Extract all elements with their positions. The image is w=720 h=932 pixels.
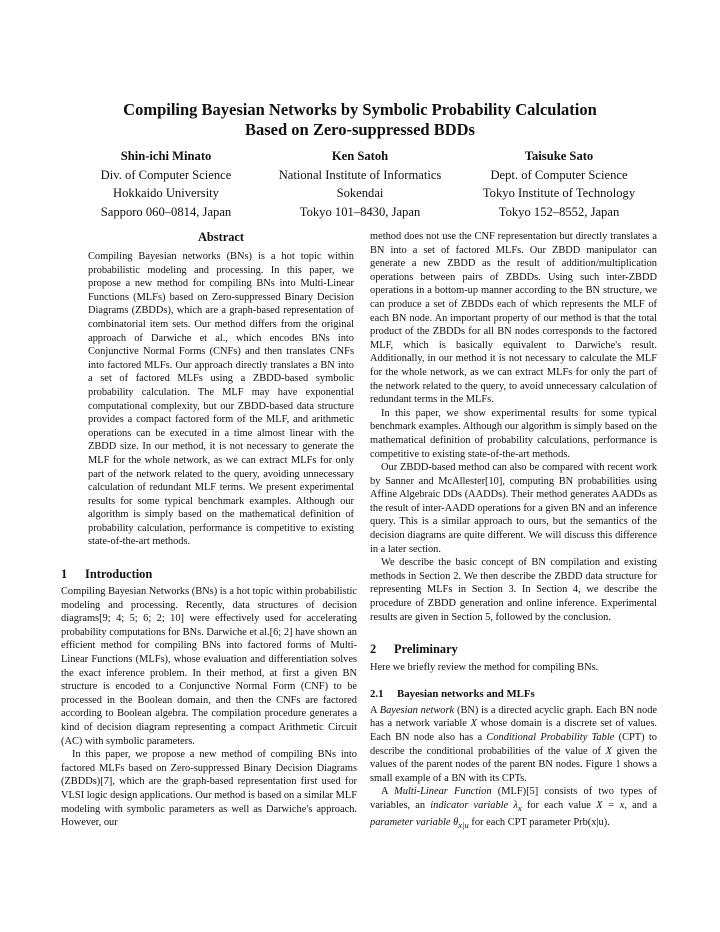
subsection-heading-bayesian-networks: 2.1 Bayesian networks and MLFs <box>370 687 535 700</box>
right-column <box>370 230 657 832</box>
author-1 <box>66 147 266 221</box>
left-column <box>61 230 357 830</box>
paragraph: Here we briefly review the method for compiling BNs. <box>370 662 599 674</box>
paragraph: method does not use the CNF representation but directly translates a BN into a set of factored MLFs. Our ZBDD manipulator can generate a new ZBDD as the result of addition/multiplication operations between pairs of ZBDDs. Using such inter-ZBDD operations in a bottom-up manner according to the BN structure, we can produce a set of ZBDDs each of which represents the MLF of each BN node. An important property of our method is that the total product of the ZBDDs for all BN nodes corresponds to the factored MLF, which is basically equivalent to Darwiche's result. Additionally, in our method it is not necessary to calculate the MLF for the whole network, as we can extract MLFs for only the part of the network related to the query, to avoid unnecessary calculation of redundant terms in the MLFs. <box>370 231 657 406</box>
paragraph: We describe the basic concept of BN compilation and existing methods in Section 2. We then describe the ZBDD data structure for representing MLFs in Section 3. In Section 4, we describe the procedure of ZBDD generation and online inference. Experimental results are given in Section 5, followed by the conclusion. <box>370 557 657 623</box>
author-address: Tokyo 152–8552, Japan <box>498 204 620 219</box>
paragraph-bayesian-network: A Bayesian network (BN) is a directed acyclic graph. Each BN node has a network variable X whose domain is a discrete set of values. Each BN node also has a Conditional Probability Table (CPT) to describe the conditional probabilities of the value of X given the values of the parent nodes of the parent BN nodes. Figure 1 shows a small example of a BN with its CPTs. <box>370 704 657 784</box>
author-address: Sapporo 060–0814, Japan <box>100 204 232 219</box>
author-name: Ken Satoh <box>331 149 389 163</box>
abstract-text: Compiling Bayesian networks (BNs) is a hot topic within probabilistic modeling and processing. In this paper, we propose a new method for compiling BNs into Multi-Linear Functions (MLFs) based on Zero-suppressed Binary Decision Diagrams (ZBDDs), which are a graph-based representation of combinatorial item sets. Our method differs from the original approach of Darwiche et al., which encodes BNs into Conjunctive Normal Forms (CNFs) and then translates CNFs into factored MLFs. Our approach directly translates a BN into a set of factored MLFs using a ZBDD-based symbolic probability calculation. The MLF may have exponential computational complexity, but our ZBDD-based data structure provides a compact factored form of the MLF, and arithmetic operations can be executed in a time almost linear with the ZBDD size. In our method, it is not necessary to generate the MLF for the whole network, as we can extract MLFs for only part of the network related to the query, avoiding unnecessary calculation of redundant MLF terms. We present experimental results for some typical benchmark examples. Although our algorithm is simply based on the mathematical definition of probability calculation, performance is competitive to existing state-of-the-art methods. <box>88 251 354 548</box>
author-affiliation: Dept. of Computer Science <box>490 167 628 182</box>
author-affiliation: Div. of Computer Science <box>100 167 232 182</box>
author-3 <box>454 147 664 221</box>
paragraph: In this paper, we propose a new method of compiling BNs into factored MLFs based on Zero-suppressed Binary Decision Diagrams (ZBDDs)[7], which are the graph-based representation first used for VLSI logic design applications. Our method is based on a similar MLF modeling with symbolic parameters as well as Darwiche's approach. However, our <box>61 749 357 829</box>
author-block <box>60 147 660 217</box>
title-line-2: Based on Zero-suppressed BDDs <box>245 120 475 139</box>
section-heading-introduction: 1 Introduction <box>61 567 153 582</box>
author-name: Taisuke Sato <box>524 149 594 163</box>
paragraph: Compiling Bayesian Networks (BNs) is a hot topic within probabilistic modeling and processing. Recently, data structures of decision diagrams[9; 4; 5; 6; 2; 10] were effectively used for accelerating probability computations for BNs. Darwiche et al.[6; 2] have shown an efficient method for compiling BNs into factored forms of Multi-Linear Functions (MLFs), whose evaluation and differentiation solves the exact inference problem. In their method, at first a given BN structure is encoded to a Conjunctive Normal Form (CNF) to be processed in the Boolean domain, and then the CNFs are factored according to Boolean algebra. The compilation procedure generates a kind of decision diagram representing a compact Arithmetic Circuit (AC) with symbolic parameters. <box>61 586 357 747</box>
title-line-1: Compiling Bayesian Networks by Symbolic Probability Calculation <box>123 100 597 119</box>
paragraph-mlf: A Multi-Linear Function (MLF)[5] consists of two types of variables, an indicator variable $\lambda_x$ for each value X = x, and a parameter variable $\theta_{x|u}$ for each CPT parameter Prb(x|u). <box>370 786 658 830</box>
paragraph: In this paper, we show experimental results for some typical benchmark examples. Although our algorithm is simply based on the mathematical definition of probability calculations, performance is competitive to existing state-of-the-art methods. <box>370 407 657 460</box>
abstract-section <box>88 230 354 549</box>
author-affiliation: Sokendai <box>336 186 384 200</box>
author-address: Tokyo 101–8430, Japan <box>299 204 421 219</box>
author-affiliation: Tokyo Institute of Technology <box>482 186 636 200</box>
author-2 <box>260 147 460 221</box>
author-affiliation: Hokkaido University <box>113 186 219 200</box>
paragraph: Our ZBDD-based method can also be compared with recent work by Sanner and McAllester[10], computing BN probabilities using Affine Algebraic DDs (AADDs). Their method generates AADDs as the result of inter-AADD operations for a given BN and an inference query. This is a similar approach to ours, but the semantics of the decision diagrams are quite different. We will discuss this difference in a later section. <box>370 462 657 555</box>
author-affiliation: National Institute of Informatics <box>278 167 442 182</box>
abstract-heading: Abstract <box>197 230 245 244</box>
section-heading-preliminary: 2 Preliminary <box>370 642 458 657</box>
author-name: Shin-ichi Minato <box>120 149 212 163</box>
paper-title <box>60 100 660 140</box>
